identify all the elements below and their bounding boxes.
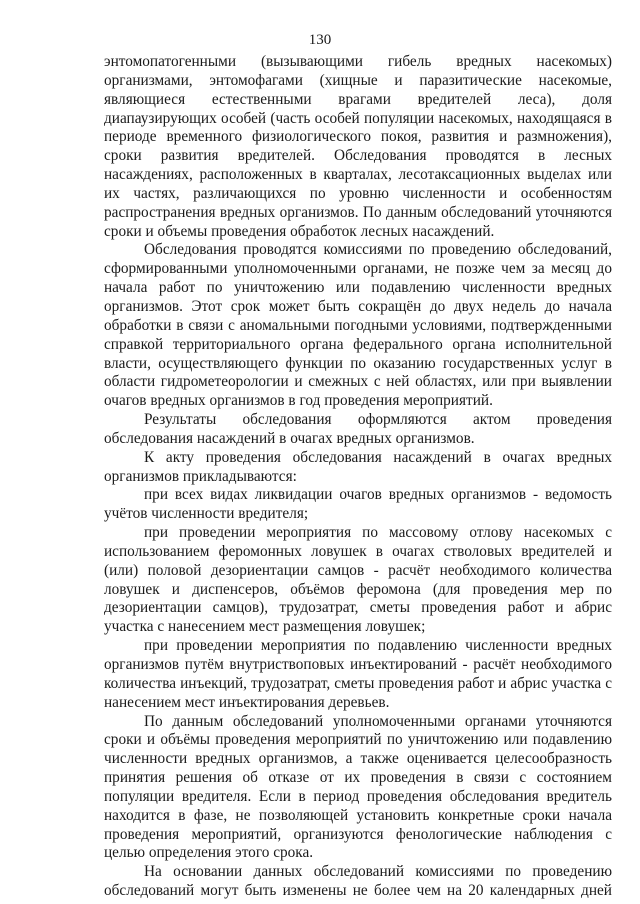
document-body — [104, 53, 612, 901]
paragraph-continues: На основании данных обследований комиссиями по проведению обследований могут быть изменены не более чем на 20 календарных дней — [104, 863, 612, 900]
list-item: при проведении мероприятия по подавлению численности вредных организмов путём внутриствоповых инъектирований - расчёт необходимого количества инъекций, трудозатрат, сметы проведения работ и абрис участка с нанесением мест инъектирования деревьев. — [104, 637, 612, 711]
paragraph: К акту проведения обследования насаждений в очагах вредных организмов прикладываются: — [104, 448, 612, 485]
page-number: 130 — [308, 32, 332, 48]
list-item: при всех видах ликвидации очагов вредных организмов - ведомость учётов численности вредителя; — [104, 486, 612, 523]
list-item: при проведении мероприятия по массовому отлову насекомых с использованием феромонных ловушек в очагах стволовых вредителей и (или) половой дезориентации самцов - расчёт необходимого количества ловушек и диспенсеров, объёмов феромона (для проведения мер по дезориентации самцов), трудозатрат, сметы проведения работ и абрис участка с нанесением мест размещения ловушек; — [104, 524, 612, 636]
paragraph: Результаты обследования оформляются актом проведения обследования насаждений в очагах вредных организмов. — [104, 411, 612, 447]
paragraph: По данным обследований уполномоченными органами уточняются сроки и объёмы проведения мероприятий по уничтожению или подавлению численности вредных организмов, а также оценивается целесообразность принятия решения об отказе от их проведения в связи с состоянием популяции вредителя. Если в период проведения обследования вредитель находится в фазе, не позволяющей установить конкретные сроки начала проведения мероприятий, организуются фенологические наблюдения с целью определения этого срока. — [104, 712, 612, 862]
paragraph-continued: энтомопатогенными (вызывающими гибель вредных насекомых) организмами, энтомофагами (хищные и паразитические насекомые, являющиеся естественными врагами вредителей леса), доля диапаузирующих особей (часть особей популяции насекомых, находящаяся в периоде временного физиологического покоя, развития и размножения), сроки развития вредителей. Обследования проводятся в лесных насаждениях, расположенных в кварталах, лесотаксационных выделах или их частях, различающихся по уровню численности и особенностям распространения вредных организмов. По данным обследований уточняются сроки и объемы проведения обработок лесных насаждений. — [104, 53, 612, 240]
paragraph: Обследования проводятся комиссиями по проведению обследований, сформированными уполномоченными органами, не позже чем за месяц до начала работ по уничтожению или подавлению численности вредных организмов. Этот срок может быть сокращён до двух недель до начала обработки в связи с аномальными погодными условиями, подтвержденными справкой территориального органа федерального органа исполнительной власти, осуществляющего функции по оказанию государственных услуг в области гидрометеорологии и смежных с ней областях, или при выявлении очагов вредных организмов в год проведения мероприятий. — [104, 241, 612, 410]
